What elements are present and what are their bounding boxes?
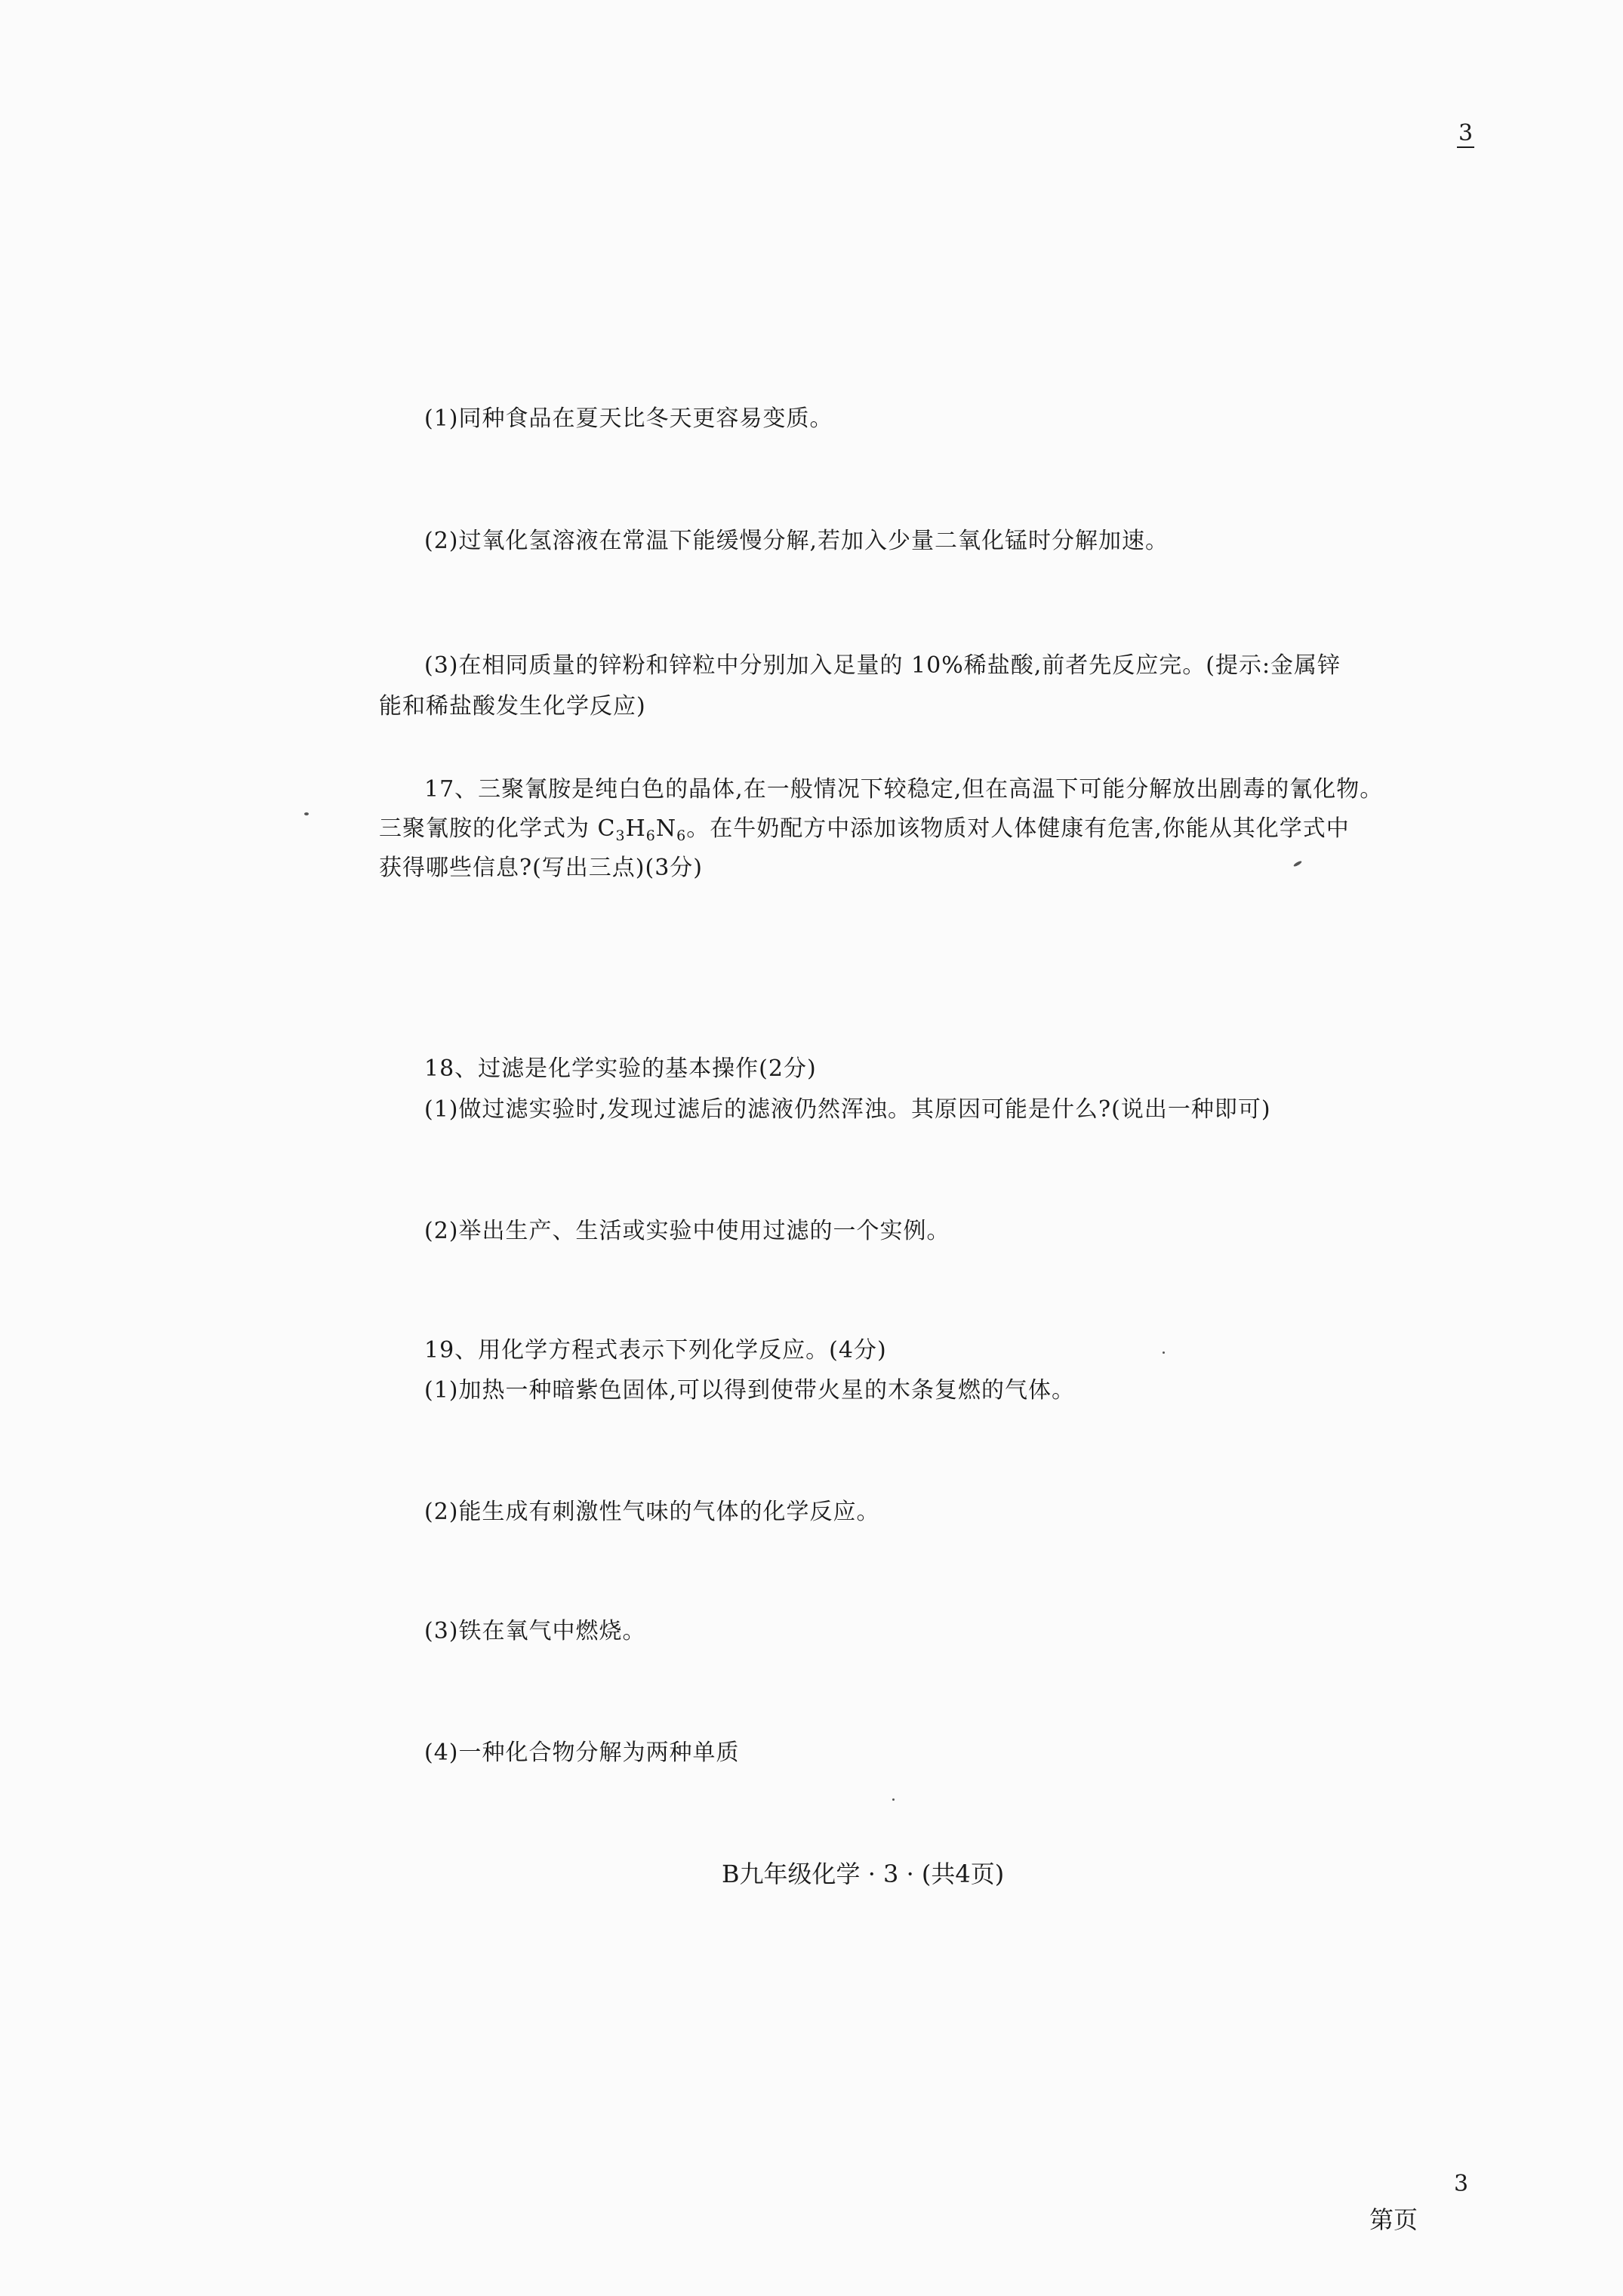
q19-part4: (4)一种化合物分解为两种单质	[424, 1740, 740, 1766]
q17-line2-prefix: 三聚氰胺的化学式为	[379, 815, 598, 842]
scan-speck	[304, 812, 309, 815]
page-number-bottom: 3	[1454, 2171, 1469, 2197]
scan-speck	[892, 1798, 895, 1801]
q17-line2	[379, 814, 1350, 844]
page-number-top: 3	[1458, 120, 1474, 146]
q19-title: 19、用化学方程式表示下列化学反应。(4分)	[424, 1337, 887, 1364]
scan-speck	[1293, 860, 1302, 867]
q16-part3-line2: 能和稀盐酸发生化学反应)	[379, 693, 646, 720]
q17-formula: $C_3H_6N_6$	[597, 815, 687, 844]
q18-part1: (1)做过滤实验时,发现过滤后的滤液仍然浑浊。其原因可能是什么?(说出一种即可)	[424, 1096, 1271, 1123]
q16-part3-line1: (3)在相同质量的锌粉和锌粒中分别加入足量的 10%稀盐酸,前者先反应完。(提示:金属锌	[424, 652, 1341, 679]
q17-line3: 获得哪些信息?(写出三点)(3分)	[379, 855, 703, 881]
q16-part1: (1)同种食品在夏天比冬天更容易变质。	[424, 405, 833, 432]
q18-part2: (2)举出生产、生活或实验中使用过滤的一个实例。	[424, 1218, 950, 1244]
q17-line1: 17、三聚氰胺是纯白色的晶体,在一般情况下较稳定,但在高温下可能分解放出剧毒的氰化物。	[424, 776, 1384, 803]
q19-part3: (3)铁在氧气中燃烧。	[424, 1618, 646, 1644]
scan-speck	[1163, 1351, 1165, 1354]
page-footer: B九年级化学 · 3 · (共4页)	[722, 1860, 1005, 1888]
q16-part2: (2)过氧化氢溶液在常温下能缓慢分解,若加入少量二氧化锰时分解加速。	[424, 528, 1169, 554]
page-label: 第页	[1369, 2205, 1418, 2234]
q19-part1: (1)加热一种暗紫色固体,可以得到使带火星的木条复燃的气体。	[424, 1377, 1076, 1404]
q17-line2-suffix: 。在牛奶配方中添加该物质对人体健康有危害,你能从其化学式中	[686, 815, 1350, 842]
q18-title: 18、过滤是化学实验的基本操作(2分)	[424, 1056, 817, 1082]
q19-part2: (2)能生成有刺激性气味的气体的化学反应。	[424, 1499, 880, 1525]
